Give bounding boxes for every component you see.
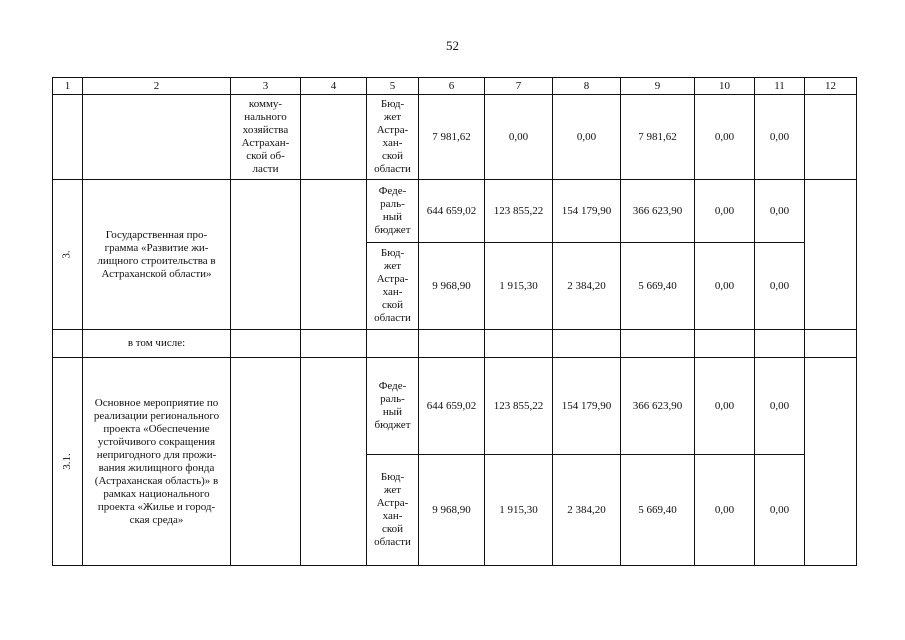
value-cell: 1 915,30 <box>485 243 553 330</box>
empty-cell <box>419 330 485 358</box>
value-cell: 0,00 <box>485 95 553 180</box>
executor-cell: комму- нального хозяйства Астрахан- ской об- ласти <box>231 95 301 180</box>
empty-cell <box>695 330 755 358</box>
value-cell: 0,00 <box>755 358 805 455</box>
value-cell: 0,00 <box>755 243 805 330</box>
row-number: 3. <box>61 250 73 259</box>
value-cell: 123 855,22 <box>485 180 553 243</box>
value-cell: 123 855,22 <box>485 358 553 455</box>
value-cell: 366 623,90 <box>621 358 695 455</box>
funding-source-cell: Бюд- жет Астра- хан- ской области <box>367 95 419 180</box>
row-number-cell <box>53 330 83 358</box>
table-row <box>53 358 857 455</box>
empty-cell <box>553 330 621 358</box>
budget-table <box>52 77 857 566</box>
header-cell: 6 <box>419 78 485 95</box>
value-cell: 2 384,20 <box>553 243 621 330</box>
header-cell: 4 <box>301 78 367 95</box>
row-number-cell <box>53 358 83 566</box>
row-number-cell <box>53 180 83 330</box>
empty-cell <box>231 330 301 358</box>
funding-source-cell: Феде- раль- ный бюджет <box>367 180 419 243</box>
value-cell: 154 179,90 <box>553 180 621 243</box>
header-cell: 2 <box>83 78 231 95</box>
column-number-row <box>53 78 857 95</box>
value-cell: 644 659,02 <box>419 180 485 243</box>
page-number: 52 <box>446 38 459 53</box>
header-cell: 11 <box>755 78 805 95</box>
funding-source-cell: Бюд- жет Астра- хан- ской области <box>367 455 419 566</box>
value-cell: 154 179,90 <box>553 358 621 455</box>
value-cell: 7 981,62 <box>621 95 695 180</box>
value-cell: 5 669,40 <box>621 243 695 330</box>
empty-cell <box>621 330 695 358</box>
empty-cell <box>805 180 857 330</box>
value-cell: 0,00 <box>755 95 805 180</box>
empty-cell <box>231 358 301 566</box>
table-row <box>53 95 857 180</box>
empty-cell <box>485 330 553 358</box>
value-cell: 644 659,02 <box>419 358 485 455</box>
value-cell: 0,00 <box>695 455 755 566</box>
value-cell: 1 915,30 <box>485 455 553 566</box>
funding-source-cell: Феде- раль- ный бюджет <box>367 358 419 455</box>
empty-cell <box>367 330 419 358</box>
row-number-cell <box>53 95 83 180</box>
activity-name-cell: Основное мероприятие по реализации регионального проекта «Обеспечение устойчивого сокращения непригодного для прожи- вания жилищного фонда (Астраханская область)» в рамках национального проекта «Жилье и город- ская среда» <box>83 358 231 566</box>
funding-source-cell: Бюд- жет Астра- хан- ской области <box>367 243 419 330</box>
row-number: 3.1. <box>61 453 73 470</box>
header-cell: 5 <box>367 78 419 95</box>
including-label-cell: в том числе: <box>83 330 231 358</box>
empty-cell <box>805 95 857 180</box>
empty-cell <box>301 358 367 566</box>
empty-cell <box>755 330 805 358</box>
empty-cell <box>805 358 857 566</box>
header-cell: 8 <box>553 78 621 95</box>
value-cell: 0,00 <box>755 180 805 243</box>
value-cell: 7 981,62 <box>419 95 485 180</box>
table-row <box>53 330 857 358</box>
header-cell: 3 <box>231 78 301 95</box>
header-cell: 10 <box>695 78 755 95</box>
value-cell: 0,00 <box>695 243 755 330</box>
value-cell: 0,00 <box>695 180 755 243</box>
empty-cell <box>301 180 367 330</box>
empty-cell <box>805 330 857 358</box>
value-cell: 366 623,90 <box>621 180 695 243</box>
header-cell: 12 <box>805 78 857 95</box>
header-cell: 1 <box>53 78 83 95</box>
header-cell: 7 <box>485 78 553 95</box>
value-cell: 2 384,20 <box>553 455 621 566</box>
value-cell: 9 968,90 <box>419 455 485 566</box>
name-cell <box>83 95 231 180</box>
empty-cell <box>231 180 301 330</box>
table-row <box>53 180 857 243</box>
empty-cell <box>301 95 367 180</box>
program-name-cell: Государственная про- грамма «Развитие жи- лищного строительства в Астраханской области» <box>83 180 231 330</box>
empty-cell <box>301 330 367 358</box>
value-cell: 5 669,40 <box>621 455 695 566</box>
value-cell: 0,00 <box>553 95 621 180</box>
value-cell: 0,00 <box>755 455 805 566</box>
value-cell: 0,00 <box>695 95 755 180</box>
header-cell: 9 <box>621 78 695 95</box>
value-cell: 0,00 <box>695 358 755 455</box>
value-cell: 9 968,90 <box>419 243 485 330</box>
